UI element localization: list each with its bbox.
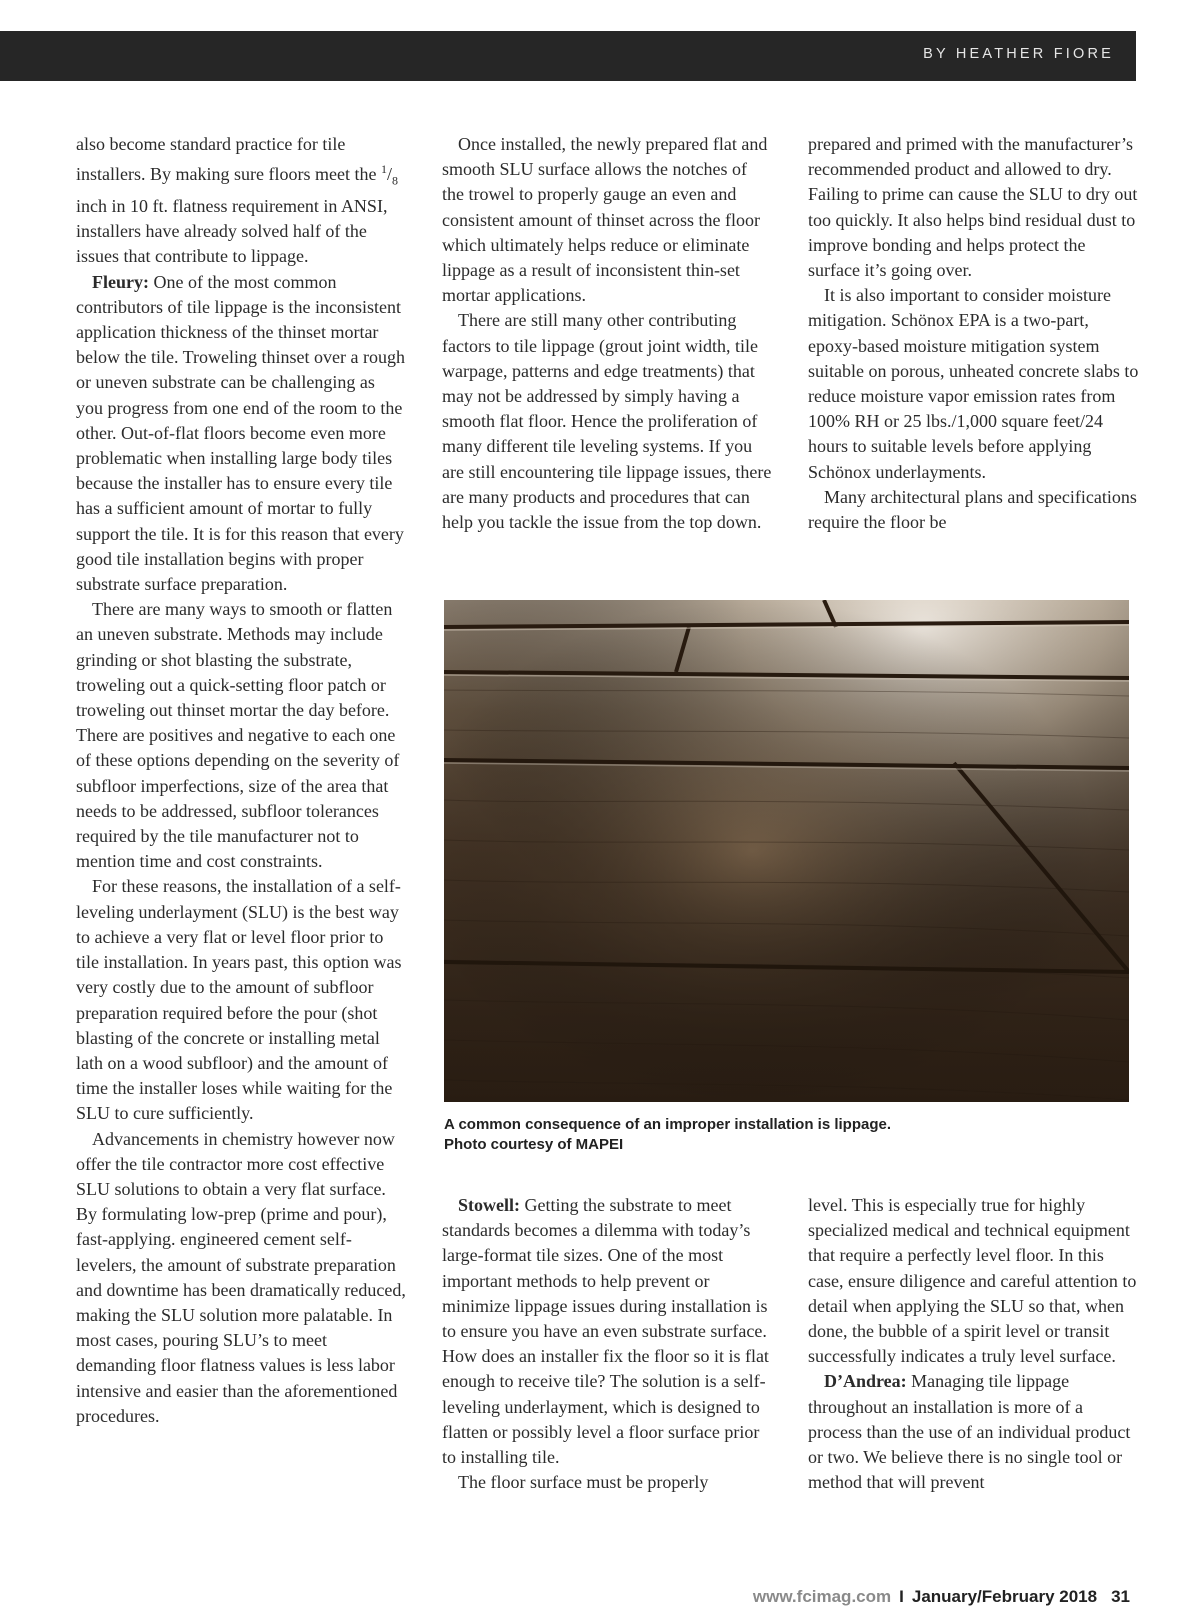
text-run: inch in 10 ft. flatness requirement in ANSI, installers have already solved half of the issues that contribute to lippage.: [76, 196, 388, 267]
text-run: Managing tile lippage throughout an installation is more of a process than the use of an individual product or two. We believe there is no single tool or method that will prevent: [808, 1371, 1131, 1493]
fraction-denominator: 8: [391, 173, 398, 188]
paragraph: There are still many other contributing factors to tile lippage (grout joint width, tile warpage, patterns and edge treatments) that may not be addressed by simply having a smooth flat floor. Hence the proliferation of many different tile leveling systems. If you are still encountering tile lippage issues, there are many products and procedures that can help you tackle the issue from the top down.: [442, 310, 772, 533]
text-run: One of the most common contributors of tile lippage is the inconsistent application thickness of the thinset mortar below the tile. Troweling thinset over a rough or uneven substrate can be challenging as you progress from one end of the room to the other. Out-of-flat floors become even more problematic when installing large body tiles because the installer has to ensure every tile has a sufficient amount of mortar to fully support the tile. It is for this reason that every good tile installation begins with proper substrate surface preparation.: [76, 271, 405, 595]
paragraph: It is also important to consider moisture mitigation. Schönox EPA is a two-part, epoxy-based moisture mitigation system suitable on porous, unheated concrete slabs to reduce moisture vapor emission rates from 100% RH or 25 lbs./1,000 square feet/24 hours to suitable levels before applying Schönox underlayments.: [808, 285, 1139, 482]
paragraph: [808, 1369, 1138, 1495]
column-3-lower: [808, 1193, 1138, 1495]
tile-floor-photo: [444, 600, 1129, 1102]
paragraph: [442, 1193, 772, 1470]
column-2-lower: [442, 1193, 772, 1495]
paragraph: [76, 132, 406, 270]
paragraph: Many architectural plans and specifications require the floor be: [808, 486, 1137, 533]
column-2: [442, 132, 772, 535]
paragraph: Advancements in chemistry however now offer the tile contractor more cost effective SLU solutions to obtain a very flat surface. By formulating low-prep (prime and pour), fast-applying. engineered cement self-levelers, the amount of substrate preparation and downtime has been dramatically reduced, making the SLU solution more palatable. In most cases, pouring SLU’s to meet demanding floor flatness values is less labor intensive and easier than the aforementioned procedures.: [76, 1128, 406, 1426]
paragraph: level. This is especially true for highly specialized medical and technical equipment that require a perfectly level floor. In this case, ensure diligence and careful attention to detail when applying the SLU so that, when done, the bubble of a spirit level or transit successfully indicates a truly level surface.: [808, 1195, 1137, 1367]
column-1: [76, 132, 406, 1429]
tile-floor-illustration: [444, 600, 1129, 1102]
paragraph: There are many ways to smooth or flatten an uneven substrate. Methods may include grinding or shot blasting the substrate, troweling out a quick-setting floor patch or troweling out thinset mortar the day before. There are positives and negative to each one of these options depending on the severity of subfloor imperfections, size of the area that needs to be addressed, subfloor tolerances required by the tile manufacturer not to mention time and cost constraints.: [76, 599, 400, 872]
column-3: [808, 132, 1140, 535]
speaker-name: Stowell:: [458, 1195, 520, 1215]
fraction-numerator: 1: [380, 162, 387, 177]
website-link[interactable]: www.fcimag.com: [752, 1587, 892, 1606]
paragraph: prepared and primed with the manufacturer’s recommended product and allowed to dry. Failing to prime can cause the SLU to dry out too quickly. It also helps bind residual dust to improve bonding and helps protect the surface it’s going over.: [808, 134, 1138, 281]
speaker-name: D’Andrea:: [824, 1371, 907, 1392]
text-run: also become standard practice for tile installers. By making sure floors meet the: [76, 134, 381, 185]
page-number: 31: [1111, 1587, 1130, 1606]
page-footer: [753, 1587, 1130, 1607]
footer-separator: I: [899, 1587, 904, 1606]
byline: BY HEATHER FIORE: [923, 46, 1114, 62]
header-bar: [0, 31, 1136, 81]
photo-credit: Photo courtesy of MAPEI: [444, 1136, 624, 1153]
paragraph: The floor surface must be properly: [458, 1472, 709, 1493]
paragraph: [76, 270, 406, 598]
fraction-slash: /: [386, 164, 392, 185]
speaker-name: Fleury:: [92, 271, 149, 292]
caption-line: A common consequence of an improper installation is lippage.: [444, 1116, 892, 1133]
text-run: Getting the substrate to meet standards becomes a dilemma with today’s large-format tile sizes. One of the most important methods to help prevent or minimize lippage issues during installation is to ensure you have an even substrate surface. How does an installer fix the floor so it is flat enough to receive tile? The solution is a self-leveling underlayment, which is designed to flatten or possibly level a floor surface prior to installing tile.: [442, 1195, 769, 1468]
paragraph: Once installed, the newly prepared flat and smooth SLU surface allows the notches of the trowel to properly gauge an even and consistent amount of thinset across the floor which ultimately helps reduce or eliminate lippage as a result of inconsistent thin-set mortar applications.: [442, 134, 768, 306]
paragraph: For these reasons, the installation of a self-leveling underlayment (SLU) is the best way to achieve a very flat or level floor prior to tile installation. In years past, this option was very costly due to the amount of subfloor preparation required before the pour (shot blasting of the concrete or installing metal lath on a wood subfloor) and the amount of time the installer loses while waiting for the SLU to cure sufficiently.: [76, 876, 402, 1124]
issue-date: January/February 2018: [911, 1587, 1098, 1606]
photo-caption: [444, 1115, 1144, 1155]
